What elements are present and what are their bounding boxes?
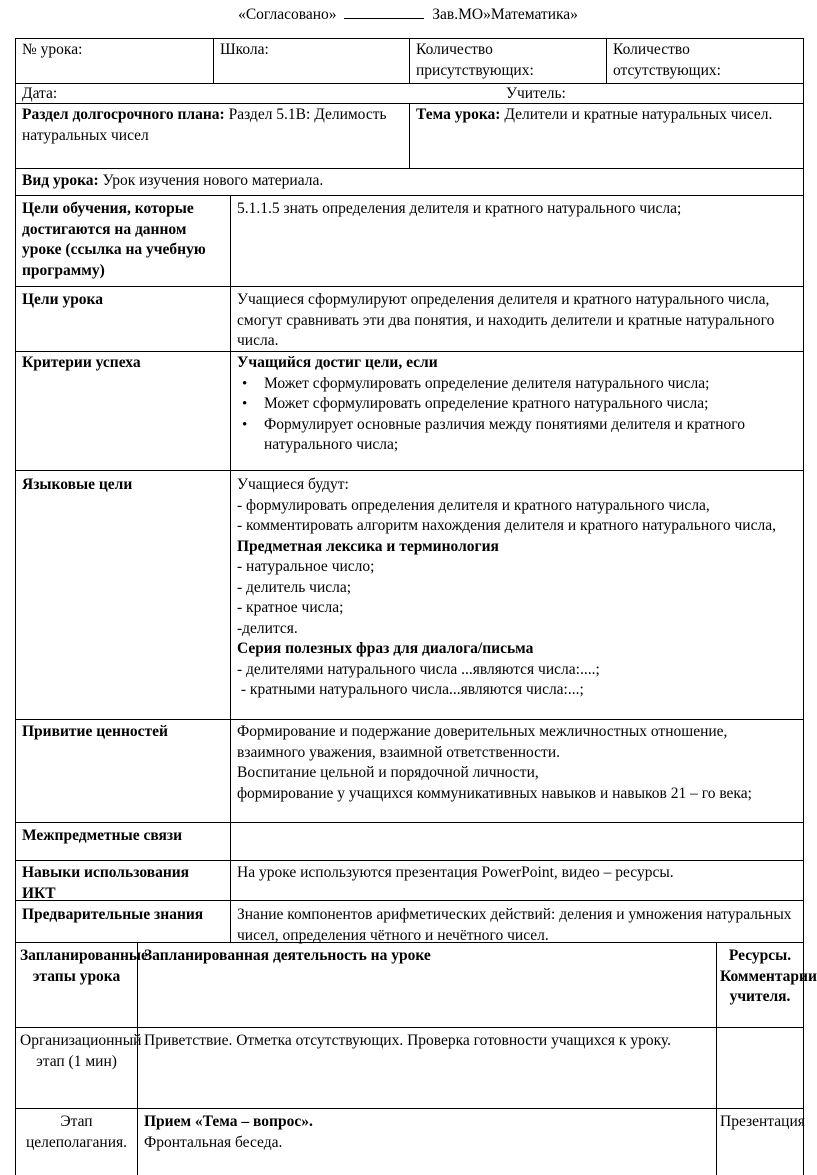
values-value xyxy=(231,720,803,822)
teacher-label: Учитель: xyxy=(506,85,566,102)
planned-stages-header: Запланированные этапы урока xyxy=(20,947,148,985)
activity-description: Фронтальная беседа. xyxy=(144,1133,283,1151)
absent-count-cell xyxy=(607,39,803,83)
cross-curricular-label: Межпредметные связи xyxy=(22,827,183,844)
language-goals-label: Языковые цели xyxy=(22,476,133,493)
values-line: Формирование и подержание доверительных межличностных отношение, взаимного уважения, взаимной ответственности. xyxy=(237,723,728,761)
success-criteria-label: Критерии успеха xyxy=(22,354,141,371)
list-item: • Формулирует основные различия между понятиями делителя и кратного натурального числа; xyxy=(237,415,797,456)
language-intro: Учащиеся будут: xyxy=(237,476,349,493)
values-line: формирование у учащихся коммуникативных навыков и навыков 21 – го века; xyxy=(237,784,752,802)
absent-count-label: Количество отсутствующих: xyxy=(613,41,721,79)
vocabulary-item: -делится. xyxy=(237,619,298,637)
language-goals-value xyxy=(231,471,803,719)
lesson-type-cell xyxy=(16,169,803,195)
teacher-cell xyxy=(500,84,700,103)
present-count-label: Количество присутствующих: xyxy=(416,41,534,79)
phrases-title: Серия полезных фраз для диалога/письма xyxy=(237,640,534,657)
phrase-item: - кратными натурального числа...являются числа:...; xyxy=(237,681,584,698)
lesson-type-label: Вид урока: xyxy=(22,172,99,189)
ict-skills-label: Навыки использования ИКТ xyxy=(22,864,190,902)
lesson-topic-cell xyxy=(410,104,803,168)
ict-skills-value: На уроке используются презентация PowerPoint, видео – ресурсы. xyxy=(237,864,674,881)
resources-header: Ресурсы. Комментарии учителя. xyxy=(720,947,817,1005)
lesson-type-value: Урок изучения нового материала. xyxy=(98,172,324,189)
present-count-cell xyxy=(410,39,606,83)
vocabulary-title: Предметная лексика и терминология xyxy=(237,537,499,555)
activity-title: Прием «Тема – вопрос». xyxy=(144,1113,313,1130)
lesson-number-label: № урока: xyxy=(22,41,83,58)
language-line: - комментировать алгоритм нахождения делителя и кратного натурального числа, xyxy=(237,517,776,534)
success-criteria-title: Учащийся достиг цели, если xyxy=(237,354,438,371)
long-term-plan-value: Раздел 5.1В: Делимость натуральных чисел xyxy=(22,106,387,144)
success-criteria-value xyxy=(231,352,803,470)
lesson-topic-label: Тема урока: xyxy=(416,106,501,123)
stage-resources: Презентация xyxy=(720,1113,805,1130)
success-criteria-list xyxy=(237,374,797,456)
stage-resources xyxy=(717,1028,803,1108)
approval-header xyxy=(0,4,816,26)
vocabulary-item: - кратное числа; xyxy=(237,599,344,616)
prior-knowledge-value: Знание компонентов арифметических действий: деления и умножения натуральных чисел, определения чётного и нечётного чисел. xyxy=(237,906,792,944)
date-label: Дата: xyxy=(22,85,58,102)
planned-activity-header: Запланированная деятельность на уроке xyxy=(144,947,431,964)
stage-name: Этап целеполагания. xyxy=(25,1113,128,1151)
signature-line xyxy=(344,4,424,19)
school-cell xyxy=(214,39,409,83)
department-head-label: Зав.МО»Математика» xyxy=(432,6,578,23)
language-line: - формулировать определения делителя и кратного натурального числа, xyxy=(237,496,710,514)
date-cell xyxy=(16,84,316,103)
vocabulary-item: - делитель числа; xyxy=(237,578,352,596)
values-line: Воспитание цельной и порядочной личности, xyxy=(237,764,539,781)
approval-label: «Согласовано» xyxy=(238,6,337,23)
stage-activity xyxy=(138,1109,716,1175)
lesson-goals-value: Учащиеся сформулируют определения делителя и кратного натурального числа, смогут сравнивать эти два понятия, и находить делители и кратные натурального числа. xyxy=(237,291,775,349)
phrase-item: - делителями натурального числа ...являются числа:....; xyxy=(237,660,600,678)
values-label: Привитие ценностей xyxy=(22,723,168,740)
list-item: • Может сформулировать определение кратного натурального числа; xyxy=(237,394,797,415)
long-term-plan-label: Раздел долгосрочного плана: xyxy=(22,106,225,123)
learning-goals-value: 5.1.1.5 знать определения делителя и кратного натурального числа; xyxy=(237,200,682,217)
lesson-topic-value: Делители и кратные натуральных чисел. xyxy=(500,106,773,123)
lesson-number-cell xyxy=(16,39,213,83)
long-term-plan-cell xyxy=(16,104,409,168)
learning-goals-label: Цели обучения, которые достигаются на данном уроке (ссылка на учебную программу) xyxy=(22,200,206,279)
lesson-goals-label: Цели урока xyxy=(22,291,104,308)
school-label: Школа: xyxy=(220,41,269,58)
vocabulary-item: - натуральное число; xyxy=(237,558,375,575)
stage-name: Организационный этап (1 мин) xyxy=(20,1032,142,1070)
prior-knowledge-label: Предварительные знания xyxy=(22,906,204,923)
stage-activity: Приветствие. Отметка отсутствующих. Проверка готовности учащихся к уроку. xyxy=(144,1032,671,1049)
list-item: • Может сформулировать определение делителя натурального числа; xyxy=(237,374,797,395)
